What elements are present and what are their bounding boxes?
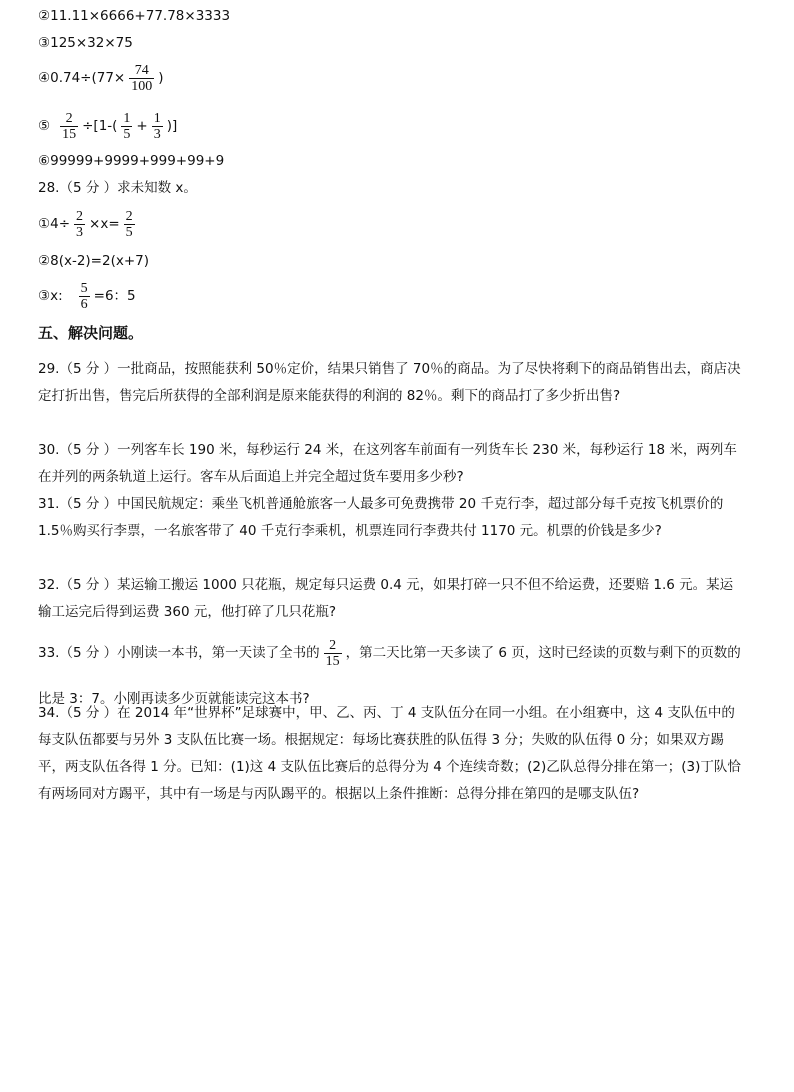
fraction-2-15 — [60, 111, 78, 142]
problem-34: 34.（5 分 ）在 2014 年“世界杯”足球赛中，甲、乙、丙、丁 4 支队伍分在同一小组。在小组赛中，这 4 支队伍中的每支队伍都要与另外 3 支队伍比赛一场。根据规定：每场比赛获胜的队伍得 3 分；失败的队伍得 0 分；如果双方踢平，两支队伍各得 1 分。已知：(1)这 4 支队伍比赛后的总得分为 4 个连续奇数；(2)乙队总得分排在第一；(3)丁队恰有两场同对方踢平，其中有一场是与丙队踢平的。根据以上条件推断：总得分排在第四的是哪支队伍? — [38, 705, 741, 802]
fraction-2-15 — [324, 638, 342, 669]
fraction-denominator: 5 — [123, 126, 131, 142]
fraction-1-5 — [121, 111, 132, 142]
fraction-denominator: 3 — [76, 224, 84, 240]
fraction-numerator: 74 — [134, 62, 149, 78]
fraction-2-5 — [124, 209, 135, 240]
fraction-numerator: 2 — [329, 637, 337, 653]
fraction-1-3 — [152, 111, 163, 142]
fraction-denominator: 3 — [153, 126, 161, 142]
fraction-denominator: 15 — [325, 653, 340, 669]
problem-32: 32.（5 分 ）某运输工搬运 1000 只花瓶，规定每只运费 0.4 元，如果打碎一只不但不给运费，还要赔 1.6 元。某运输工运完后得到运费 360 元，他打碎了几只花瓶? — [38, 577, 734, 620]
calc-item-4-prefix: ④0.74÷(77× — [38, 70, 126, 86]
fraction-denominator: 6 — [80, 296, 88, 312]
fraction-denominator: 100 — [131, 78, 153, 94]
fraction-numerator: 5 — [80, 280, 88, 296]
q28-eq3-suffix: =6：5 — [93, 288, 136, 304]
q28-eq1-prefix: ①4÷ — [38, 216, 71, 232]
calc-item-5-mid1: ÷[1-( — [82, 118, 118, 134]
q28-equation-1 — [38, 206, 139, 242]
problem-33-prefix: 33.（5 分 ）小刚读一本书，第一天读了全书的 — [38, 645, 320, 661]
q28-eq1-mid: ×x= — [89, 216, 120, 232]
problem-31: 31.（5 分 ）中国民航规定：乘坐飞机普通舱旅客一人最多可免费携带 20 千克行李，超过部分每千克按飞机票价的 1.5％购买行李票，一名旅客带了 40 千克行李乘机，机票连同行李费共付 1170 元。机票的价钱是多少? — [38, 496, 724, 539]
calc-item-5 — [38, 108, 177, 144]
problem-30: 30.（5 分 ）一列客车长 190 米，每秒运行 24 米，在这列客车前面有一列货车长 230 米，每秒运行 18 米，两列车在并列的两条轨道上运行。客车从后面追上并完全超过货车要用多少秒? — [38, 442, 737, 485]
calc-item-5-suffix: )] — [166, 118, 178, 134]
calc-item-6: ⑥99999+9999+999+99+9 — [38, 153, 225, 169]
section-title: 五、解决问题。 — [38, 324, 144, 342]
q28-equation-3 — [38, 278, 136, 314]
problem-33-suffix: ，第二天比第一天多读了 6 页，这时已经读的页数与剩下的页数的比是 3：7。小刚再读多少页就能读完这本书? — [38, 645, 741, 707]
fraction-numerator: 1 — [123, 110, 131, 126]
calc-item-3: ③125×32×75 — [38, 35, 133, 51]
q28-header: 28.（5 分 ）求未知数 x。 — [38, 180, 197, 196]
problem-29: 29.（5 分 ）一批商品，按照能获利 50％定价，结果只销售了 70％的商品。为了尽快将剩下的商品销售出去，商店决定打折出售，售完后所获得的全部利润是原来能获得的利润的 82％。剩下的商品打了多少折出售? — [38, 361, 741, 404]
fraction-numerator: 2 — [76, 208, 84, 224]
fraction-numerator: 2 — [125, 208, 133, 224]
calc-item-5-prefix: ⑤ — [38, 118, 51, 134]
calc-item-2: ②11.11×6666+77.78×3333 — [38, 8, 231, 24]
fraction-74-100 — [129, 63, 154, 94]
q28-equation-2: ②8(x-2)=2(x+7) — [38, 253, 149, 269]
calc-item-4-suffix: ) — [158, 70, 164, 86]
fraction-2-3 — [74, 209, 85, 240]
fraction-5-6 — [79, 281, 90, 312]
fraction-numerator: 2 — [65, 110, 73, 126]
fraction-numerator: 1 — [153, 110, 161, 126]
calc-item-5-mid2: + — [136, 118, 148, 134]
calc-item-4 — [38, 60, 164, 96]
fraction-denominator: 5 — [125, 224, 133, 240]
q28-eq3-prefix: ③x: — [38, 288, 63, 304]
fraction-denominator: 15 — [62, 126, 77, 142]
